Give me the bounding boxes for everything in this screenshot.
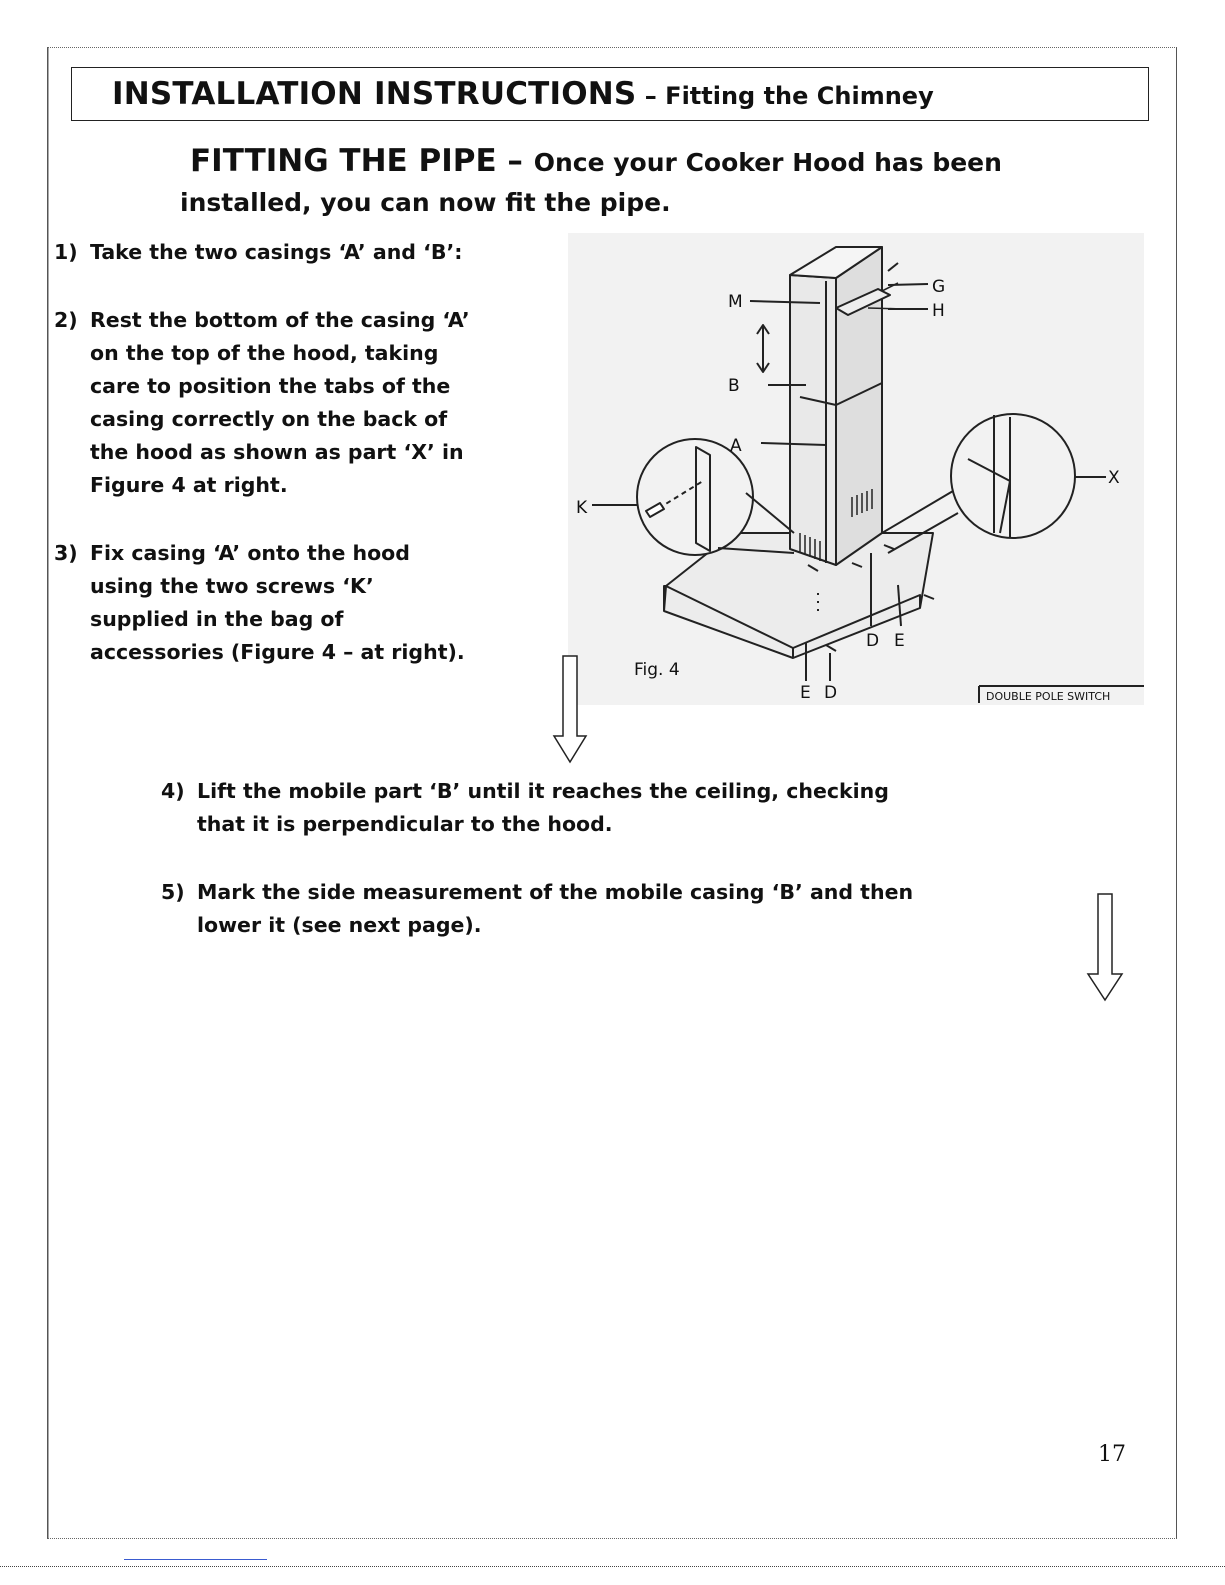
step-number: 1) xyxy=(54,240,78,264)
page-number: 17 xyxy=(1098,1442,1126,1467)
step-line: supplied in the bag of xyxy=(90,607,344,631)
down-arrow-icon xyxy=(552,654,588,766)
header-subtitle: Fitting the Chimney xyxy=(665,82,934,110)
step-line: lower it (see next page). xyxy=(197,913,482,937)
section-lead: Once your Cooker Hood has been xyxy=(533,148,1002,177)
label-k: K xyxy=(576,498,588,518)
label-b: B xyxy=(728,376,740,396)
step-number: 5) xyxy=(161,880,185,904)
step-number: 3) xyxy=(54,541,78,565)
step-line: Take the two casings ‘A’ and ‘B’: xyxy=(90,240,463,264)
header-separator: – xyxy=(636,82,666,110)
label-e-right: E xyxy=(894,631,905,651)
step-line: the hood as shown as part ‘X’ in xyxy=(90,440,464,464)
step-line: accessories (Figure 4 – at right). xyxy=(90,640,465,664)
step-line: using the two screws ‘K’ xyxy=(90,574,374,598)
label-d-right: D xyxy=(866,631,880,651)
label-h: H xyxy=(932,301,945,321)
label-m: M xyxy=(728,292,743,312)
figure-4-illustration xyxy=(568,233,1144,705)
figure-caption: Fig. 4 xyxy=(634,660,680,680)
step-line: casing correctly on the back of xyxy=(90,407,448,431)
down-arrow-icon xyxy=(1086,892,1124,1004)
step-line: Mark the side measurement of the mobile casing ‘B’ and then xyxy=(197,880,914,904)
step-number: 2) xyxy=(54,308,78,332)
step-line: Lift the mobile part ‘B’ until it reaches the ceiling, checking xyxy=(197,779,889,803)
header-title: INSTALLATION INSTRUCTIONS xyxy=(112,76,637,112)
step-line: Rest the bottom of the casing ‘A’ xyxy=(90,308,470,332)
bottom-divider xyxy=(0,1566,1225,1567)
footer-link-underline xyxy=(124,1559,267,1560)
step-line: on the top of the hood, taking xyxy=(90,341,439,365)
label-a: A xyxy=(730,436,742,456)
section-title: FITTING THE PIPE xyxy=(190,143,497,179)
section-lead-continued: installed, you can now fit the pipe. xyxy=(180,188,671,217)
page-header xyxy=(112,76,934,112)
label-e-bottom: E xyxy=(800,683,811,703)
step-line: care to position the tabs of the xyxy=(90,374,451,398)
step-line: Figure 4 at right. xyxy=(90,473,288,497)
label-x: X xyxy=(1108,468,1120,488)
section-separator: – xyxy=(496,143,534,179)
section-heading xyxy=(190,143,1002,179)
step-line: that it is perpendicular to the hood. xyxy=(197,812,613,836)
label-g: G xyxy=(932,277,946,297)
label-d-bottom: D xyxy=(824,683,838,703)
step-line: Fix casing ‘A’ onto the hood xyxy=(90,541,410,565)
step-number: 4) xyxy=(161,779,185,803)
switch-label: DOUBLE POLE SWITCH xyxy=(986,690,1111,703)
